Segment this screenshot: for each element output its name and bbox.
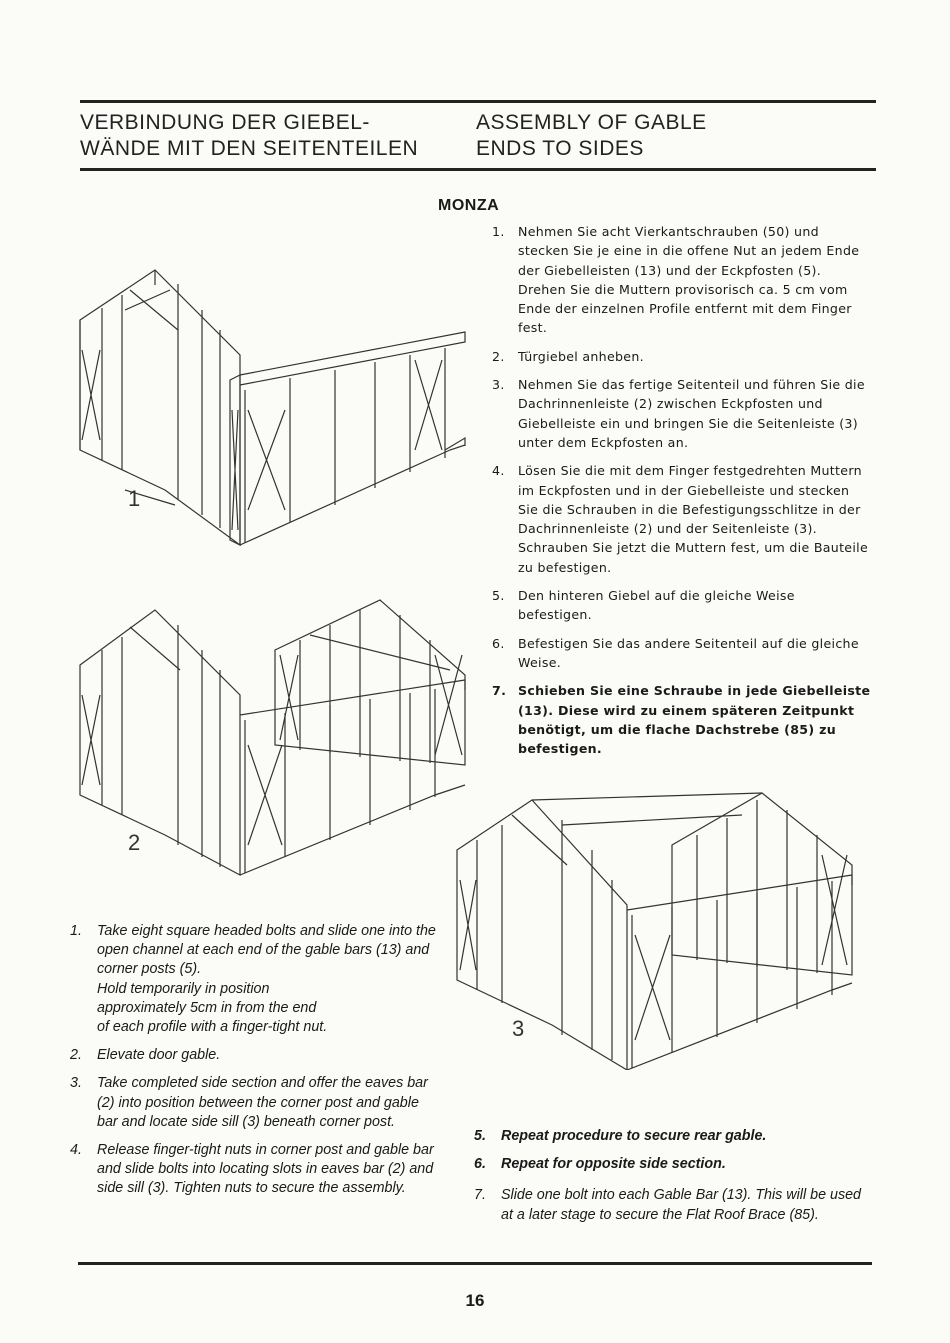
step-number: 7. <box>474 1187 486 1204</box>
english-step-6 <box>474 1155 869 1174</box>
german-step-2 <box>488 347 873 366</box>
header-en-line1: ASSEMBLY OF GABLE <box>476 111 707 134</box>
english-step-5 <box>474 1127 869 1146</box>
header-de-line1: VERBINDUNG DER GIEBEL- <box>80 111 370 134</box>
english-step-1 <box>70 922 440 980</box>
step-number: 4. <box>70 1142 82 1159</box>
step-text: Lösen Sie die mit dem Finger festgedrehten Muttern im Eckpfosten und in der Giebelleiste und stecken Sie die Schrauben in die Befestigungsschlitze in der Dachrinnenleiste (2) und der Seitenleiste (3). Schrauben Sie jetzt die Muttern fest, um die Bauteile zu befestigen. <box>518 463 868 575</box>
german-step-5 <box>488 586 873 625</box>
german-step-7 <box>488 681 873 758</box>
english-step-2 <box>70 1046 440 1065</box>
german-step-4 <box>488 461 873 577</box>
step-number: 4. <box>492 463 505 479</box>
step-number: 1. <box>70 923 82 939</box>
step-number: 6. <box>474 1156 486 1173</box>
german-step-1 <box>488 222 873 338</box>
step-number: 3. <box>70 1075 82 1092</box>
step-text: Nehmen Sie das fertige Seitenteil und führen Sie die Dachrinnenleiste (2) zwischen Eckpfosten und Giebelleiste ein und bringen Sie die Seitenleiste (3) unter dem Eckpfosten an. <box>518 377 865 450</box>
step-number: 5. <box>492 588 505 604</box>
model-title: MONZA <box>438 197 500 214</box>
german-step-6 <box>488 634 873 673</box>
header-english <box>476 110 707 162</box>
step-text: Take eight square headed bolts and slide one into the open channel at each end of the gable bars (13) and corner posts (5). <box>97 923 436 978</box>
step-text: Schieben Sie eine Schraube in jede Giebelleiste (13). Diese wird zu einem späteren Zeitpunkt benötigt, um die flache Dachstrebe (85) zu befestigen. <box>518 683 871 757</box>
step-text: Nehmen Sie acht Vierkantschrauben (50) und stecken Sie je eine in die offene Nut an jedem Ende der Giebelleisten (13) und der Eckpfosten (5). Drehen Sie die Muttern provisorisch ca. 5 cm vom Ende der einzelnen Profile entfernt mit dem Finger fest. <box>518 224 860 336</box>
step-text: Hold temporarily in position approximately 5cm in from the end of each profile with a finger-tight nut. <box>97 980 328 1036</box>
step-text: Den hinteren Giebel auf die gleiche Weise befestigen. <box>518 588 795 623</box>
step-text: Take completed side section and offer the eaves bar (2) into position between the corner post and gable bar and locate side sill (3) beneath corner post. <box>97 1075 428 1130</box>
step-number: 1. <box>492 224 505 239</box>
step-text: Türgiebel anheben. <box>518 348 644 364</box>
english-step-7 <box>474 1186 869 1224</box>
step-number: 6. <box>492 635 505 651</box>
step-text: Slide one bolt into each Gable Bar (13). This will be used at a later stage to secure the Flat Roof Brace (85). <box>501 1187 862 1223</box>
english-step-3 <box>70 1074 440 1132</box>
top-rule <box>80 100 876 103</box>
step-number: 7. <box>492 683 507 699</box>
step-text: Elevate door gable. <box>97 1047 221 1064</box>
header-de-line2: WÄNDE MIT DEN SEITENTEILEN <box>80 137 419 160</box>
header-german <box>80 110 418 162</box>
header-bottom-rule <box>80 168 876 171</box>
step-number: 3. <box>492 377 505 393</box>
english-steps-right <box>474 1127 869 1234</box>
german-steps <box>488 222 873 767</box>
step-number: 2. <box>492 348 505 364</box>
step-number: 5. <box>474 1128 486 1144</box>
step-text: Repeat for opposite side section. <box>501 1156 726 1173</box>
figure-2-label: 2 <box>128 830 141 855</box>
step-text: Befestigen Sie das andere Seitenteil auf die gleiche Weise. <box>518 635 859 670</box>
english-steps-left <box>70 922 440 1208</box>
figure-1-label: 1 <box>128 486 141 511</box>
bottom-rule <box>78 1262 872 1265</box>
page-number: 16 <box>465 1291 485 1310</box>
german-step-3 <box>488 375 873 452</box>
figure-3-label: 3 <box>512 1016 525 1041</box>
step-text: Release finger-tight nuts in corner post and gable bar and slide bolts into locating slots in eaves bar (2) and side sill (3). Tighten nuts to secure the assembly. <box>97 1142 434 1197</box>
step-text: Repeat procedure to secure rear gable. <box>501 1128 767 1144</box>
english-step-4 <box>70 1141 440 1199</box>
header-en-line2: ENDS TO SIDES <box>476 137 644 160</box>
english-step-1-continued <box>70 980 440 1038</box>
step-number: 2. <box>70 1047 82 1064</box>
